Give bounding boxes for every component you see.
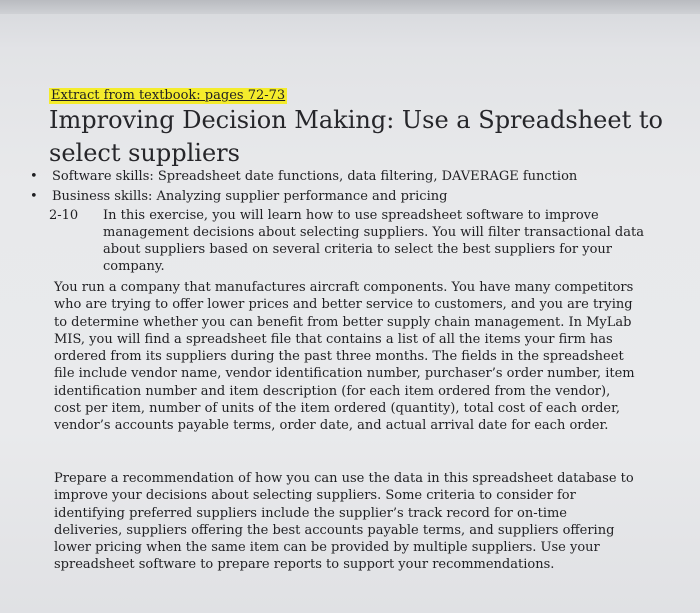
bullet-software-skills: Software skills: Spreadsheet date functions, data filtering, DAVERAGE function — [52, 169, 578, 184]
bullet-business-skills: Business skills: Analyzing supplier performance and pricing — [52, 189, 448, 204]
extract-label: Extract from textbook: pages 72-73 — [51, 88, 286, 103]
paragraph-scenario: You run a company that manufactures aircraft components. You have many competitors who are trying to offer lower prices and better service to customers, and you are trying to determine whether you can benefit from better supply chain management. In MyLab MIS, you will find a spreadsheet file that contains a list of all the items your firm has ordered from its suppliers during the past three months. The fields in the spreadsheet file include vendor name, vendor identification number, purchaser’s order number, item identification number and item description (for each item ordered from the vendor), cost per item, number of units of the item ordered (quantity), total cost of each order, vendor’s accounts payable terms, order date, and actual arrival date for each order. — [54, 280, 635, 434]
monitor-top-edge — [0, 0, 700, 14]
exercise-text: In this exercise, you will learn how to use spreadsheet software to improve management decisions about selecting suppliers. You will filter transactional data about suppliers based on several criteria to select the best suppliers for your company. — [103, 208, 644, 274]
bullet-dot: • — [30, 189, 38, 204]
page-title — [49, 104, 663, 170]
bullet-dot: • — [30, 169, 38, 184]
title-line: Improving Decision Making: Use a Spreadsheet to — [49, 106, 663, 134]
paragraph-task: Prepare a recommendation of how you can use the data in this spreadsheet database to improve your decisions about selecting suppliers. Some criteria to consider for identifying preferred suppliers include the supplier’s track record for on-time deliveries, suppliers offering the best accounts payable terms, and suppliers offering lower pricing when the same item can be provided by multiple suppliers. Use your spreadsheet software to prepare reports to support your recommendations. — [54, 471, 634, 573]
title-line: select suppliers — [49, 139, 240, 167]
exercise-number: 2-10 — [49, 208, 79, 223]
